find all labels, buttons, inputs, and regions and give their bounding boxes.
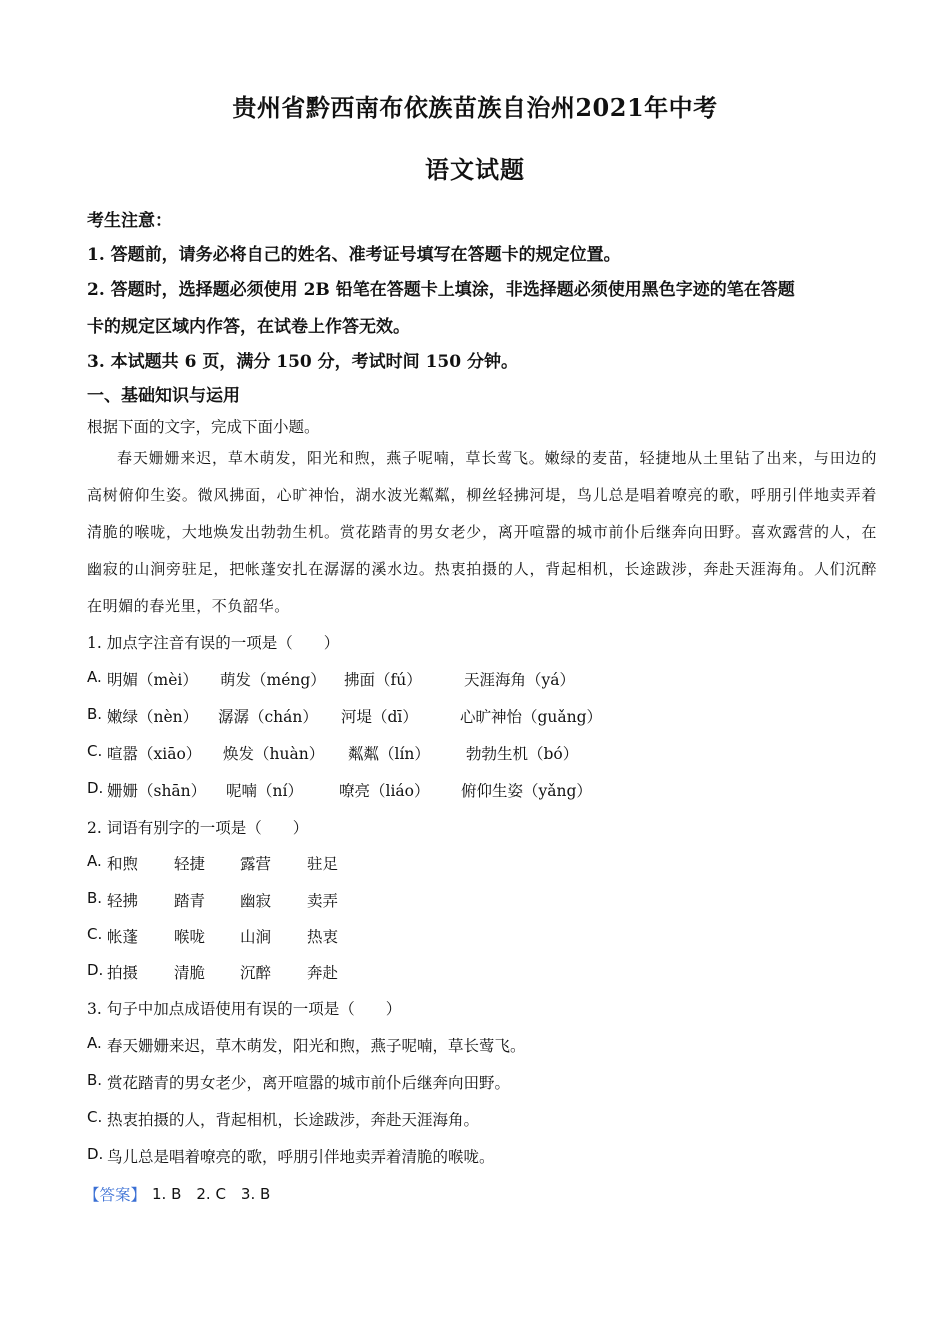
option-letter: C. [87, 925, 103, 943]
option-word: 幽寂 [240, 892, 272, 910]
option-word: 粼粼（lín） [348, 745, 430, 763]
option-letter: D. [87, 1145, 104, 1163]
notice-item-1: 1. 答题前，请务必将自己的姓名、准考证号填写在答题卡的规定位置。 [87, 245, 621, 265]
option-word: 焕发（huàn） [223, 745, 325, 763]
option-word: 俯仰生姿（yǎng） [461, 782, 592, 800]
section-instruction: 根据下面的文字，完成下面小题。 [87, 418, 320, 436]
option-letter: A. [87, 668, 102, 686]
option-word: 热衷 [307, 928, 339, 946]
option-word: 呢喃（ní） [226, 782, 303, 800]
option-word: 喉咙 [174, 928, 206, 946]
reading-passage: 春天姗姗来迟，草木萌发，阳光和煦，燕子呢喃，草长莺飞。嫩绿的麦苗，轻捷地从土里钻了出来，与田边的高树俯仰生姿。微风拂面，心旷神怡，湖水波光粼粼，柳丝轻拂河堤，鸟儿总是唱着嘹亮的歌，呼朋引伴地卖弄着清脆的喉咙，大地焕发出勃勃生机。赏花踏青的男女老少，离开喧嚣的城市前仆后继奔向田野。喜欢露营的人，在幽寂的山涧旁驻足，把帐蓬安扎在潺潺的溪水边。热衷拍摄的人，背起相机，长途跋涉，奔赴天涯海角。人们沉醉在明媚的春光里，不负韶华。 [87, 449, 877, 615]
option-sentence: 热衷拍摄的人，背起相机，长途跋涉，奔赴天涯海角。 [107, 1111, 480, 1129]
question-3-stem: 3. 句子中加点成语使用有误的一项是（ ） [87, 1000, 402, 1018]
option-word: 天涯海角（yá） [464, 671, 575, 689]
answer-label: 【答案】 [84, 1186, 147, 1204]
question-2-stem: 2. 词语有别字的一项是（ ） [87, 819, 309, 837]
option-letter: C. [87, 742, 103, 760]
option-word: 轻拂 [107, 892, 139, 910]
option-word: 明媚（mèi） [107, 671, 198, 689]
page-title: 贵州省黔西南布依族苗族自治州2021年中考 [232, 93, 718, 122]
option-word: 嫩绿（nèn） [107, 708, 199, 726]
option-word: 河堤（dī） [341, 708, 418, 726]
option-word: 踏青 [174, 892, 206, 910]
section-heading: 一、基础知识与运用 [87, 386, 240, 406]
option-letter: B. [87, 1071, 103, 1089]
option-word: 姗姗（shān） [107, 782, 207, 800]
option-sentence: 春天姗姗来迟，草木萌发，阳光和煦，燕子呢喃，草长莺飞。 [107, 1037, 526, 1055]
notice-item-2b: 卡的规定区域内作答，在试卷上作答无效。 [87, 317, 410, 337]
notice-item-2a: 2. 答题时，选择题必须使用 2B 铅笔在答题卡上填涂，非选择题必须使用黑色字迹的笔在答题 [87, 280, 795, 300]
option-word: 嘹亮（liáo） [339, 782, 430, 800]
page-subtitle: 语文试题 [425, 155, 525, 184]
question-1-stem: 1. 加点字注音有误的一项是（ ） [87, 634, 340, 652]
option-letter: A. [87, 1034, 102, 1052]
option-word: 驻足 [307, 855, 339, 873]
option-letter: A. [87, 852, 102, 870]
option-word: 露营 [240, 855, 272, 873]
option-word: 帐蓬 [107, 928, 139, 946]
option-word: 卖弄 [307, 892, 339, 910]
option-letter: D. [87, 961, 104, 979]
option-word: 奔赴 [307, 964, 339, 982]
notice-item-3: 3. 本试题共 6 页，满分 150 分，考试时间 150 分钟。 [87, 352, 518, 372]
option-word: 和煦 [107, 855, 139, 873]
answer-text: 1. B 2. C 3. B [152, 1185, 271, 1203]
option-word: 萌发（méng） [220, 671, 326, 689]
option-word: 潺潺（chán） [218, 708, 318, 726]
option-word: 勃勃生机（bó） [466, 745, 579, 763]
option-word: 轻捷 [174, 855, 206, 873]
option-word: 清脆 [174, 964, 206, 982]
option-letter: B. [87, 889, 103, 907]
option-word: 喧嚣（xiāo） [107, 745, 202, 763]
option-letter: D. [87, 779, 104, 797]
option-sentence: 鸟儿总是唱着嘹亮的歌，呼朋引伴地卖弄着清脆的喉咙。 [107, 1148, 495, 1166]
option-word: 山涧 [240, 928, 272, 946]
notice-heading: 考生注意： [87, 211, 172, 231]
option-word: 沉醉 [240, 964, 272, 982]
option-word: 拂面（fú） [344, 671, 422, 689]
option-word: 心旷神怡（guǎng） [460, 708, 603, 726]
option-sentence: 赏花踏青的男女老少，离开喧嚣的城市前仆后继奔向田野。 [107, 1074, 511, 1092]
option-letter: C. [87, 1108, 103, 1126]
option-letter: B. [87, 705, 103, 723]
option-word: 拍摄 [107, 964, 139, 982]
